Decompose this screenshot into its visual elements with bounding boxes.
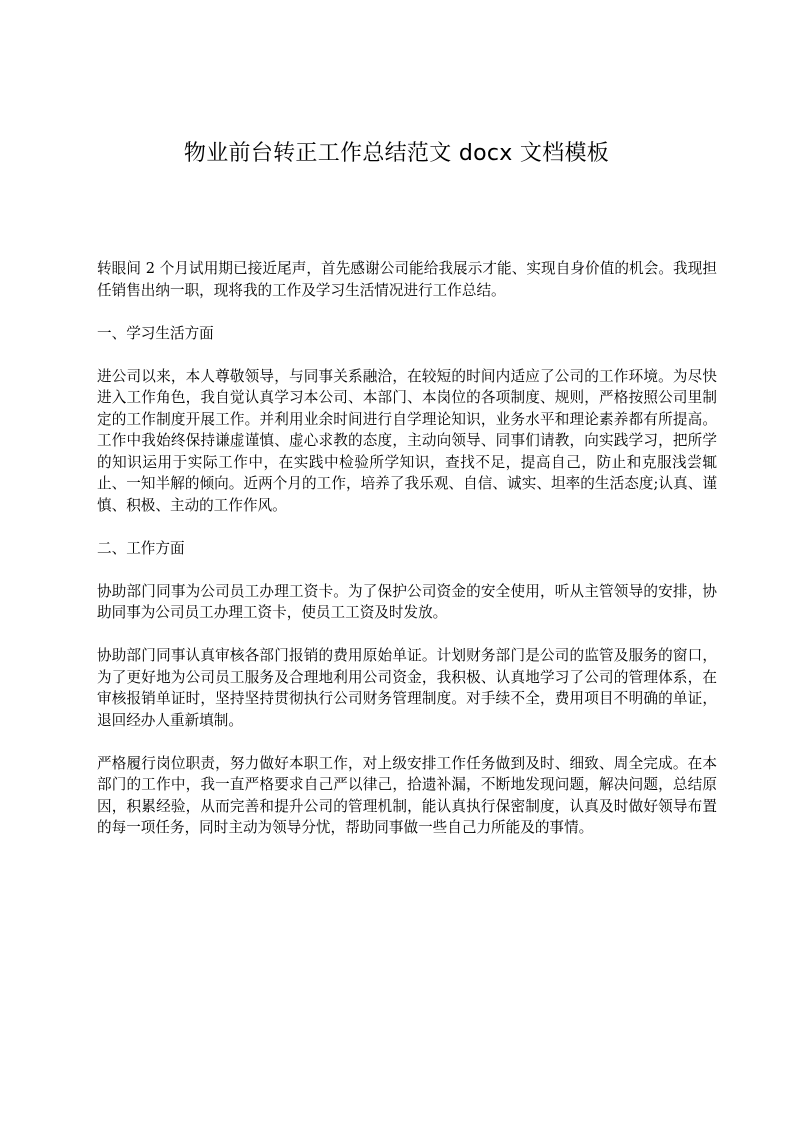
intro-paragraph: 转眼间 2 个月试用期已接近尾声，首先感谢公司能给我展示才能、实现自身价值的机会。我现担任销售出纳一职，现将我的工作及学习生活情况进行工作总结。 bbox=[97, 260, 717, 299]
section-heading-work: 二、工作方面 bbox=[97, 539, 185, 557]
document-body bbox=[97, 258, 717, 860]
work-paragraph-salary-card: 协助部门同事为公司员工办理工资卡。为了保护公司资金的安全使用，听从主管领导的安排，协助同事为公司员工办理工资卡，使员工工资及时发放。 bbox=[97, 582, 717, 621]
work-paragraph-duties: 严格履行岗位职责，努力做好本职工作，对上级安排工作任务做到及时、细致、周全完成。在本部门的工作中，我一直严格要求自己严以律己，拾遗补漏，不断地发现问题，解决问题，总结原因，积累经验，从而完善和提升公司的管理机制，能认真执行保密制度，认真及时做好领导布置的每一项任务，同时主动为领导分忧，帮助同事做一些自己力所能及的事情。 bbox=[97, 754, 717, 836]
study-life-paragraph: 进公司以来，本人尊敬领导，与同事关系融洽，在较短的时间内适应了公司的工作环境。为尽快进入工作角色，我自觉认真学习本公司、本部门、本岗位的各项制度、规则，严格按照公司里制定的工作制度开展工作。并利用业余时间进行自学理论知识，业务水平和理论素养都有所提高。工作中我始终保持谦虚谨慎、虚心求教的态度，主动向领导、同事们请教，向实践学习，把所学的知识运用于实际工作中，在实践中检验所学知识，查找不足，提高自己，防止和克服浅尝辄止、一知半解的倾向。近两个月的工作，培养了我乐观、自信、诚实、坦率的生活态度;认真、谨慎、积极、主动的工作作风。 bbox=[97, 367, 717, 514]
section-heading-study-life: 一、学习生活方面 bbox=[97, 324, 214, 342]
work-paragraph-audit: 协助部门同事认真审核各部门报销的费用原始单证。计划财务部门是公司的监管及服务的窗口，为了更好地为公司员工服务及合理地利用公司资金，我积极、认真地学习了公司的管理体系，在审核报销单证时，坚持坚持贯彻执行公司财务管理制度。对手续不全，费用项目不明确的单证，退回经办人重新填制。 bbox=[97, 647, 717, 729]
document-title: 物业前台转正工作总结范文 docx 文档模板 bbox=[183, 141, 610, 166]
